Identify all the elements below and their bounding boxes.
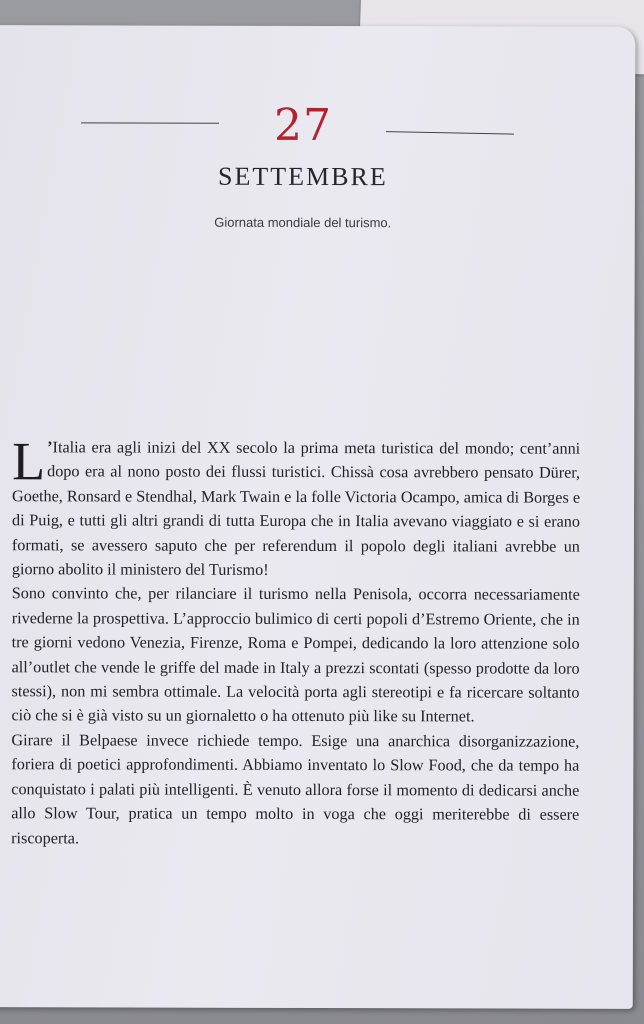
drop-cap-apostrophe: ’ [47,438,53,457]
month-title: SETTEMBRE [218,161,388,192]
paragraph-3: Girare il Belpaese invece richiede tempo. Esige una anarchica disorganizzazione, foriera di poetici approfondimenti. Abbiamo inventato lo Slow Food, che da tempo ha conquistato i palati più intelligenti. È venuto allora forse il momento di dedicarsi anche allo Slow Tour, pratica un tempo molto in voga che oggi meriterebbe di essere riscoperta. [11,731,580,847]
paragraph-1-text: Italia era agli inizi del XX secolo la prima meta turistica del mondo; cent’anni dopo era al nono posto dei flussi turistici. Chissà cosa avrebbero pensato Dürer, Goethe, Ronsard e Stendhal, Mark Twain e la folle Victoria Ocampo, amica di Borges e di Puig, e tutti gli altri grandi di tutta Europa che in Italia avevano viaggiato e si erano formati, se avessero saputo che per referendum il popolo degli italiani avrebbe un giorno abolito il ministero del Turismo! [11,438,581,579]
paragraph-1 [11,431,581,583]
body-text [11,431,581,851]
day-subtitle: Giornata mondiale del turismo. [214,214,392,231]
day-number: 27 [273,99,333,152]
drop-cap: L [12,431,46,492]
book-page [0,25,635,1009]
paragraph-2: Sono convinto che, per rilanciare il turismo nella Penisola, occorra necessariamente rivederne la prospettiva. L’approccio bulimico di certi popoli d’Estremo Oriente, che in tre giorni vedono Venezia, Firenze, Roma e Pompei, dedicando la loro attenzione solo all’outlet che vende le griffe del made in Italy a prezzi scontati (spesso prodotte da loro stessi), non mi sembra ottimale. La velocità porta agli stereotipi e fa ricercare soltanto ciò che si è già visto su un giornaletto o ha ottenuto più like su Internet. [11,584,580,726]
